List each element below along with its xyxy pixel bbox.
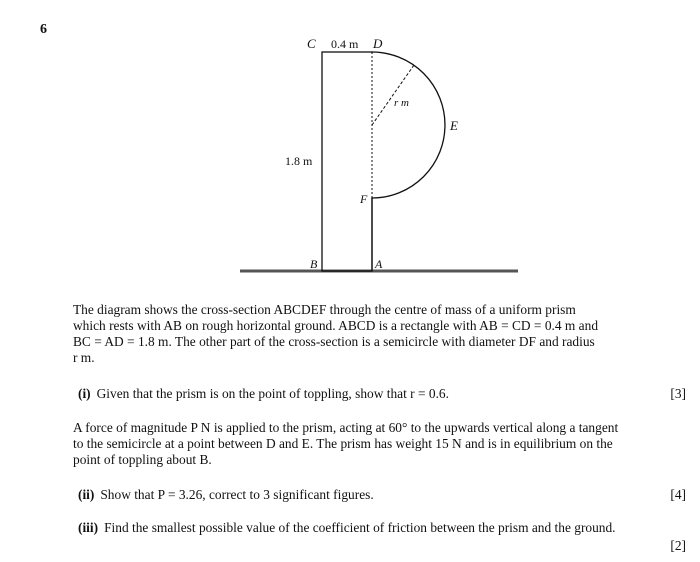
- part-iii-label: (iii): [78, 520, 99, 535]
- part-i-label: (i): [78, 386, 91, 401]
- intro-line-4: r m.: [73, 350, 95, 365]
- label-radius: r m: [394, 97, 409, 109]
- label-b: B: [310, 257, 318, 271]
- rectangle-abcd: [322, 52, 372, 271]
- intro-line-3: BC = AD = 1.8 m. The other part of the cross-section is a semicircle with diameter DF and radius: [73, 334, 595, 349]
- force-paragraph: [73, 420, 686, 468]
- part-ii: [78, 487, 686, 503]
- label-height: 1.8 m: [285, 154, 313, 168]
- part-i-marks: [3]: [670, 386, 686, 401]
- label-f: F: [360, 192, 368, 206]
- part-i: [78, 386, 686, 402]
- part-iii-text: Find the smallest possible value of the coefficient of friction between the prism and the ground.: [104, 520, 616, 535]
- part-ii-marks: [4]: [670, 487, 686, 502]
- force-line-1: A force of magnitude P N is applied to the prism, acting at 60° to the upwards vertical along a tangent: [73, 420, 619, 435]
- force-line-3: point of toppling about B.: [73, 452, 212, 467]
- label-e: E: [450, 118, 458, 133]
- semicircle-def: [372, 52, 445, 198]
- label-top-length: 0.4 m: [331, 37, 359, 51]
- part-ii-text: Show that P = 3.26, correct to 3 significant figures.: [100, 487, 374, 502]
- part-iii-marks: [2]: [670, 538, 686, 553]
- question-number: 6: [40, 22, 47, 37]
- part-i-text: Given that the prism is on the point of toppling, show that r = 0.6.: [96, 386, 449, 401]
- label-c: C: [307, 36, 316, 51]
- radius-line: [372, 65, 414, 125]
- label-d: D: [373, 36, 383, 51]
- intro-paragraph: [73, 302, 686, 366]
- part-ii-label: (ii): [78, 487, 95, 502]
- intro-line-2: which rests with AB on rough horizontal ground. ABCD is a rectangle with AB = CD = 0.4 m and: [73, 318, 599, 333]
- label-a: A: [375, 257, 383, 271]
- intro-line-1: The diagram shows the cross-section ABCDEF through the centre of mass of a uniform prism: [73, 302, 576, 317]
- part-iii: [78, 520, 686, 536]
- force-line-2: to the semicircle at a point between D and E. The prism has weight 15 N and is in equilibrium on the: [73, 436, 613, 451]
